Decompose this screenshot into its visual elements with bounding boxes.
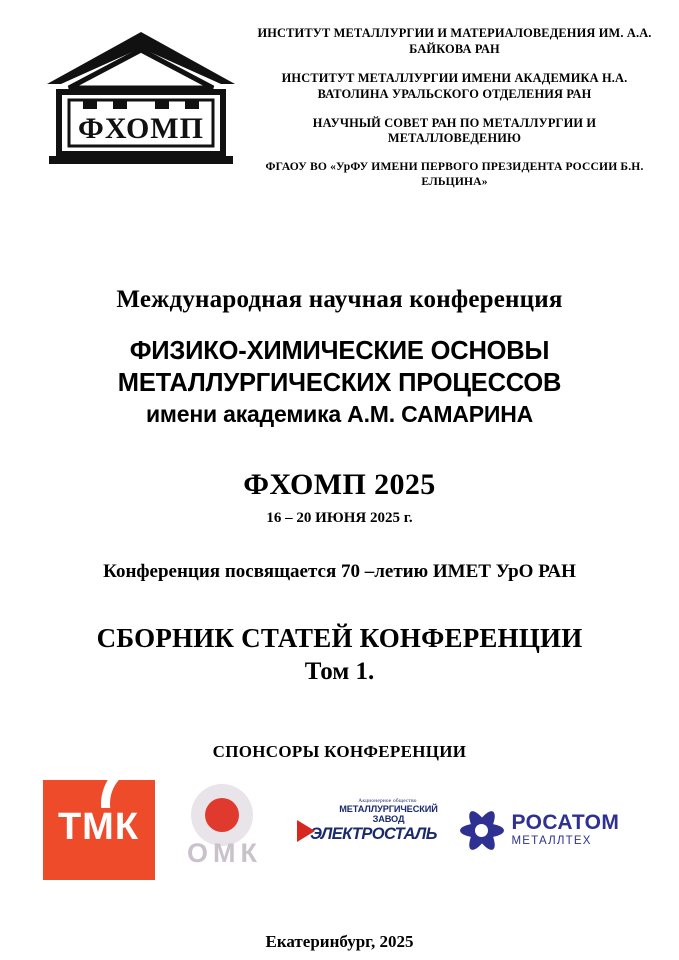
elektrostal-company-form: Акционерное общество bbox=[358, 798, 417, 805]
conference-name-line-1: ФИЗИКО-ХИМИЧЕСКИЕ ОСНОВЫ bbox=[129, 336, 550, 365]
fhomp-logo bbox=[43, 26, 239, 166]
organization-line-4: ФГАОУ ВО «УрФУ ИМЕНИ ПЕРВОГО ПРЕЗИДЕНТА РОССИИ Б.Н. ЕЛЬЦИНА» bbox=[265, 160, 644, 189]
sponsors-heading: СПОНСОРЫ КОНФЕРЕНЦИИ bbox=[212, 742, 467, 762]
sponsor-tmk bbox=[43, 780, 155, 880]
organization-line-3: НАУЧНЫЙ СОВЕТ РАН ПО МЕТАЛЛУРГИИ И МЕТАЛЛОВЕДЕНИЮ bbox=[312, 115, 597, 146]
place-and-year: Екатеринбург, 2025 bbox=[265, 932, 414, 952]
tmk-logo-text: ТМК bbox=[57, 806, 140, 849]
conference-name-line-2: МЕТАЛЛУРГИЧЕСКИХ ПРОЦЕССОВ bbox=[117, 368, 562, 397]
sponsor-logos bbox=[0, 780, 679, 880]
omk-logo bbox=[161, 780, 289, 880]
organization-line-1: ИНСТИТУТ МЕТАЛЛУРГИИ И МАТЕРИАЛОВЕДЕНИЯ ИМ. А.А. БАЙКОВА РАН bbox=[257, 26, 652, 56]
sponsor-rosatom bbox=[459, 800, 637, 860]
fhomp-logo-text: ФХОМП bbox=[78, 112, 204, 145]
conference-person: имени академика А.М. САМАРИНА bbox=[145, 401, 534, 428]
conference-abbreviation: ФХОМП 2025 bbox=[243, 468, 436, 502]
rosatom-wordmark bbox=[512, 812, 620, 848]
page-header bbox=[0, 0, 679, 190]
sponsor-elektrostal bbox=[295, 798, 453, 862]
conference-dates: 16 – 20 ИЮНЯ 2025 г. bbox=[266, 510, 413, 527]
rosatom-atom-icon bbox=[459, 807, 505, 853]
conference-kind: Международная научная конференция bbox=[116, 285, 563, 313]
tmk-logo bbox=[43, 780, 155, 880]
elektrostal-logo bbox=[295, 798, 453, 862]
elektrostal-logo-text: ЭЛЕКТРОСТАЛЬ bbox=[310, 825, 437, 844]
conference-dedication: Конференция посвящается 70 –летию ИМЕТ УрО РАН bbox=[103, 561, 576, 583]
organization-line-2: ИНСТИТУТ МЕТАЛЛУРГИИ ИМЕНИ АКАДЕМИКА Н.А. ВАТОЛИНА УРАЛЬСКОГО ОТДЕЛЕНИЯ РАН bbox=[281, 70, 628, 101]
rosatom-logo-text: РОСАТОМ bbox=[511, 811, 620, 835]
elektrostal-plant-line: МЕТАЛЛУРГИЧЕСКИЙ ЗАВОД bbox=[339, 804, 438, 825]
rosatom-logo bbox=[459, 800, 637, 860]
organizing-institutions bbox=[256, 22, 653, 190]
volume-label: Том 1. bbox=[304, 658, 375, 686]
rosatom-subbrand-text: МЕТАЛЛТЕХ bbox=[511, 835, 592, 848]
elektrostal-arrow-icon bbox=[297, 820, 315, 842]
title-block bbox=[0, 286, 679, 762]
sponsor-omk bbox=[161, 780, 289, 880]
conference-logo-wrap bbox=[26, 22, 256, 166]
proceedings-title: СБОРНИК СТАТЕЙ КОНФЕРЕНЦИИ bbox=[96, 623, 583, 654]
omk-logo-text: ОМК bbox=[187, 838, 262, 869]
omk-dot-icon bbox=[205, 798, 239, 832]
